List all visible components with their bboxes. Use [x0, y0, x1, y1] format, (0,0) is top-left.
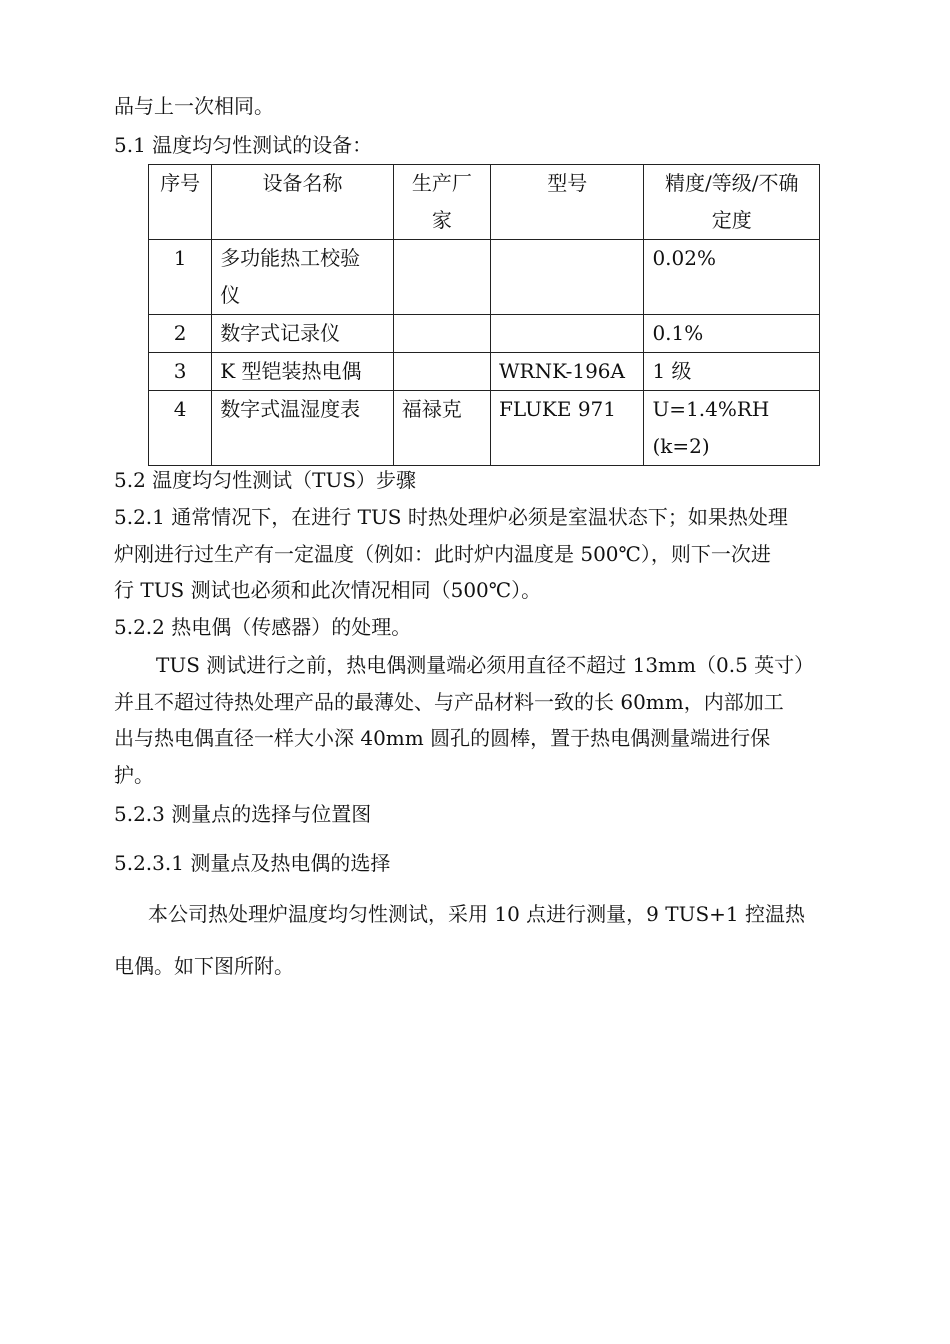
paragraph-line: 出与热电偶直径一样大小深 40mm 圆孔的圆棒，置于热电偶测量端进行保	[114, 726, 771, 750]
table-row	[149, 391, 820, 466]
cell-model: WRNK-196A	[491, 353, 644, 391]
cell-precision: 0.02%	[644, 240, 820, 315]
cell-no: 2	[149, 315, 212, 353]
section-5-2-3-1-heading: 5.2.3.1 测量点及热电偶的选择	[114, 851, 391, 875]
cell-maker: 福禄克	[393, 391, 490, 466]
header-precision: 精度/等级/不确 定度	[644, 165, 820, 240]
paragraph-5-2-1-line: 行 TUS 测试也必须和此次情况相同（500℃）。	[114, 578, 542, 602]
paragraph-line: 并且不超过待热处理产品的最薄处、与产品材料一致的长 60mm，内部加工	[114, 690, 784, 714]
cell-name: K 型铠装热电偶	[212, 353, 394, 391]
cell-name: 多功能热工校验 仪	[212, 240, 394, 315]
table-row	[149, 315, 820, 353]
table-row	[149, 353, 820, 391]
cell-precision: U=1.4%RH (k=2)	[644, 391, 820, 466]
section-5-2-2-heading: 5.2.2 热电偶（传感器）的处理。	[114, 615, 412, 639]
cell-model: FLUKE 971	[491, 391, 644, 466]
paragraph-5-2-1-line: 炉刚进行过生产有一定温度（例如：此时炉内温度是 500℃），则下一次进	[114, 542, 771, 566]
cell-precision: 1 级	[644, 353, 820, 391]
cell-model	[491, 315, 644, 353]
header-maker: 生产厂 家	[393, 165, 490, 240]
cell-maker	[393, 240, 490, 315]
paragraph-line: 本公司热处理炉温度均匀性测试，采用 10 点进行测量，9 TUS+1 控温热	[148, 902, 805, 926]
header-model: 型号	[491, 165, 644, 240]
cell-maker	[393, 315, 490, 353]
cell-maker	[393, 353, 490, 391]
paragraph-line: 护。	[114, 763, 154, 787]
table-row	[149, 240, 820, 315]
header-no: 序号	[149, 165, 212, 240]
paragraph-line: TUS 测试进行之前，热电偶测量端必须用直径不超过 13mm（0.5 英寸）	[156, 653, 815, 677]
cell-no: 1	[149, 240, 212, 315]
paragraph-line: 电偶。如下图所附。	[114, 954, 294, 978]
section-5-1-heading: 5.1 温度均匀性测试的设备：	[114, 133, 373, 157]
equipment-table	[148, 164, 820, 466]
table-header-row	[149, 165, 820, 240]
cell-precision: 0.1%	[644, 315, 820, 353]
cell-no: 4	[149, 391, 212, 466]
cell-model	[491, 240, 644, 315]
continued-text-line: 品与上一次相同。	[114, 94, 274, 118]
header-name: 设备名称	[212, 165, 394, 240]
cell-no: 3	[149, 353, 212, 391]
section-5-2-heading: 5.2 温度均匀性测试（TUS）步骤	[114, 468, 417, 492]
cell-name: 数字式记录仪	[212, 315, 394, 353]
paragraph-5-2-1-line: 5.2.1 通常情况下，在进行 TUS 时热处理炉必须是室温状态下；如果热处理	[114, 505, 788, 529]
section-5-2-3-heading: 5.2.3 测量点的选择与位置图	[114, 802, 372, 826]
cell-name: 数字式温湿度表	[212, 391, 394, 466]
